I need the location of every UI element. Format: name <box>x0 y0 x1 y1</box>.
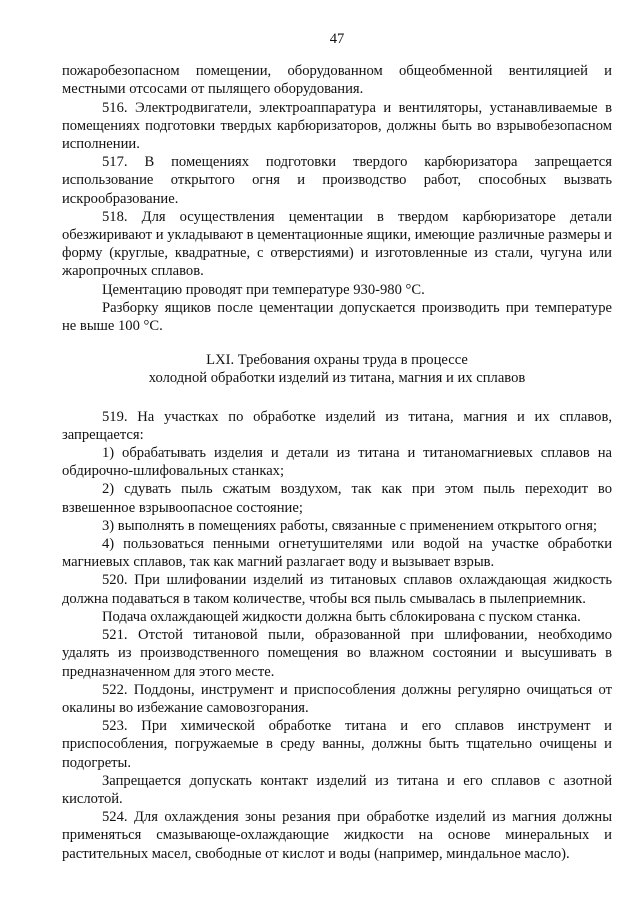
paragraph: 524. Для охлаждения зоны резания при обработке изделий из магния должны применяться смазывающе-охлаждающие жидкости на основе минеральных и растительных масел, свободные от кислот и воды (например, миндальное масло). <box>62 809 612 862</box>
section-heading <box>62 351 612 387</box>
body-text-after-section <box>62 408 612 863</box>
document-page <box>62 30 612 863</box>
paragraph: Подача охлаждающей жидкости должна быть сблокирована с пуском станка. <box>102 608 581 625</box>
section-heading-line: LXI. Требования охраны труда в процессе <box>206 352 468 369</box>
paragraph: 517. В помещениях подготовки твердого карбюризатора запрещается использование открытого огня и производство работ, способных вызвать искрообразование. <box>62 154 612 207</box>
paragraph: Разборку ящиков после цементации допускается производить при температуре не выше 100 °С. <box>62 299 612 335</box>
paragraph: 3) выполнять в помещениях работы, связанные с применением открытого огня; <box>102 517 598 534</box>
paragraph: 516. Электродвигатели, электроаппаратура и вентиляторы, устанавливаемые в помещениях подготовки твердых карбюризаторов, должны быть во взрывобезопасном исполнении. <box>62 99 612 153</box>
paragraph: 521. Отстой титановой пыли, образованной при шлифовании, необходимо удалять из производственного помещения во влажном состоянии и высушивать в предназначенном для этого месте. <box>62 627 612 680</box>
paragraph: 523. При химической обработке титана и его сплавов инструмент и приспособления, погружаемые в среду ванны, должны быть тщательно очищены и подогреты. <box>62 718 612 771</box>
paragraph: 518. Для осуществления цементации в твердом карбюризаторе детали обезжиривают и укладывают в цементационные ящики, имеющие различные размеры и форму (круглые, квадратные, с отверстиями) и изготовленные из стали, чугуна или жаропрочных сплавов. <box>62 208 612 280</box>
paragraph: 520. При шлифовании изделий из титановых сплавов охлаждающая жидкость должна подаваться в таком количестве, чтобы вся пыль смывалась в пылеприемник. <box>62 572 612 607</box>
paragraph: пожаробезопасном помещении, оборудованном общеобменной вентиляцией и местными отсосами от пылящего оборудования. <box>62 63 612 98</box>
section-heading-line: холодной обработки изделий из титана, магния и их сплавов <box>148 370 526 387</box>
paragraph: 2) сдувать пыль сжатым воздухом, так как при этом пыль переходит во взвешенное взрывоопасное состояние; <box>62 481 612 516</box>
paragraph: Цементацию проводят при температуре 930-980 °С. <box>102 281 425 298</box>
page-number: 47 <box>329 31 345 47</box>
paragraph: 1) обрабатывать изделия и детали из титана и титаномагниевых сплавов на обдирочно-шлифовальных станках; <box>62 445 612 480</box>
paragraph: Запрещается допускать контакт изделий из титана и его сплавов с азотной кислотой. <box>62 772 612 807</box>
paragraph: 4) пользоваться пенными огнетушителями или водой на участке обработки магниевых сплавов, так как магний разлагает воду и вызывает взрыв. <box>62 536 612 571</box>
paragraph: 522. Поддоны, инструмент и приспособления должны регулярно очищаться от окалины во избежание самовозгорания. <box>62 681 612 716</box>
body-text-before-section <box>62 62 612 335</box>
paragraph: 519. На участках по обработке изделий из титана, магния и их сплавов, запрещается: <box>62 408 612 443</box>
